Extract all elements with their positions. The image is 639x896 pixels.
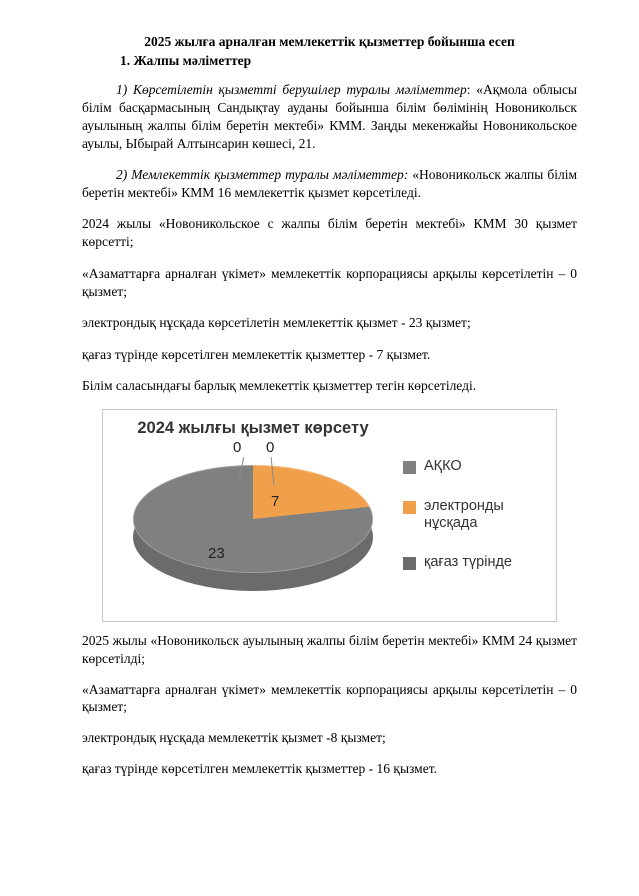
pie-graphic [133, 439, 373, 600]
paragraph-2025-total: 2025 жылы «Новоникольск ауылының жалпы білім беретін мектебі» КММ 24 қызмет көрсетілді; [82, 633, 577, 666]
paragraph-services-info-rest: «Новоникольск жалпы білім беретін мектебі» КММ 16 мемлекеттік қызмет көрсетіледі. [82, 167, 577, 201]
paragraph-2024-electronic: электрондық нұсқада көрсетілетін мемлекеттік қызмет - 23 қызмет; [82, 315, 471, 331]
paragraph-2025-paper: қағаз түрінде көрсетілген мемлекеттік қызметтер - 16 қызмет. [82, 761, 437, 777]
legend-item [403, 498, 553, 533]
legend-swatch-icon [403, 501, 416, 514]
legend-item-label: қағаз түрінде [424, 554, 512, 571]
pie-label-zero-right: 0 [266, 439, 275, 457]
paragraph-2024-total: 2024 жылы «Новоникольское с жалпы білім беретін мектебі» КММ 30 қызмет көрсетті; [82, 216, 577, 250]
legend-swatch-icon [403, 461, 416, 474]
paragraph-2024-paper: қағаз түрінде көрсетілген мемлекеттік қызметтер - 7 қызмет. [82, 346, 431, 362]
section-heading: 1. Жалпы мәліметтер [120, 52, 252, 68]
paragraph-services-info-lead: 2) Мемлекеттік қызметтер туралы мәліметтер: [116, 167, 409, 183]
paragraph-providers [82, 81, 577, 153]
legend-item-label: электронды нұсқада [424, 497, 504, 531]
pie-chart [102, 409, 557, 622]
pie-label-paper: 23 [208, 545, 225, 563]
pie-label-electronic: 7 [271, 493, 280, 511]
pie-3d-top [133, 465, 373, 573]
paragraph-2025-gov-corp: «Азаматтарға арналған үкімет» мемлекеттік корпорациясы арқылы көрсетілетін – 0 қызмет; [82, 681, 577, 715]
page-title: 2025 жылға арналған мемлекеттік қызметтер бойынша есеп [144, 34, 515, 49]
pie-label-zero-left: 0 [233, 439, 242, 457]
chart-legend [403, 458, 553, 594]
legend-item [403, 458, 553, 475]
chart-title: 2024 жылғы қызмет көрсету [137, 419, 369, 438]
paragraph-services-info [82, 166, 577, 202]
legend-swatch-icon [403, 557, 416, 570]
paragraph-free-services: Білім саласындағы барлық мемлекеттік қызметтер тегін көрсетіледі. [82, 378, 477, 394]
legend-item-label: АҚКО [424, 458, 462, 475]
paragraph-2024-gov-corp: «Азаматтарға арналған үкімет» мемлекеттік корпорациясы арқылы көрсетілетін – 0 қызмет; [82, 265, 577, 299]
paragraph-providers-lead: 1) Көрсетілетін қызметті берушілер туралы мәліметтер [116, 81, 467, 97]
legend-item [403, 554, 553, 571]
paragraph-2025-electronic: электрондық нұсқада мемлекеттік қызмет -8 қызмет; [82, 730, 386, 746]
paragraph-providers-rest: : «Ақмола облысы білім басқармасының Сандықтау ауданы бойынша білім бөлімінің Новоникольск ауылының жалпы білім беретін мектебі» КММ. Заңды мекенжайы Новоникольское ауылы, Ыбырай Алтынсарин көшесі, 21. [82, 81, 578, 151]
